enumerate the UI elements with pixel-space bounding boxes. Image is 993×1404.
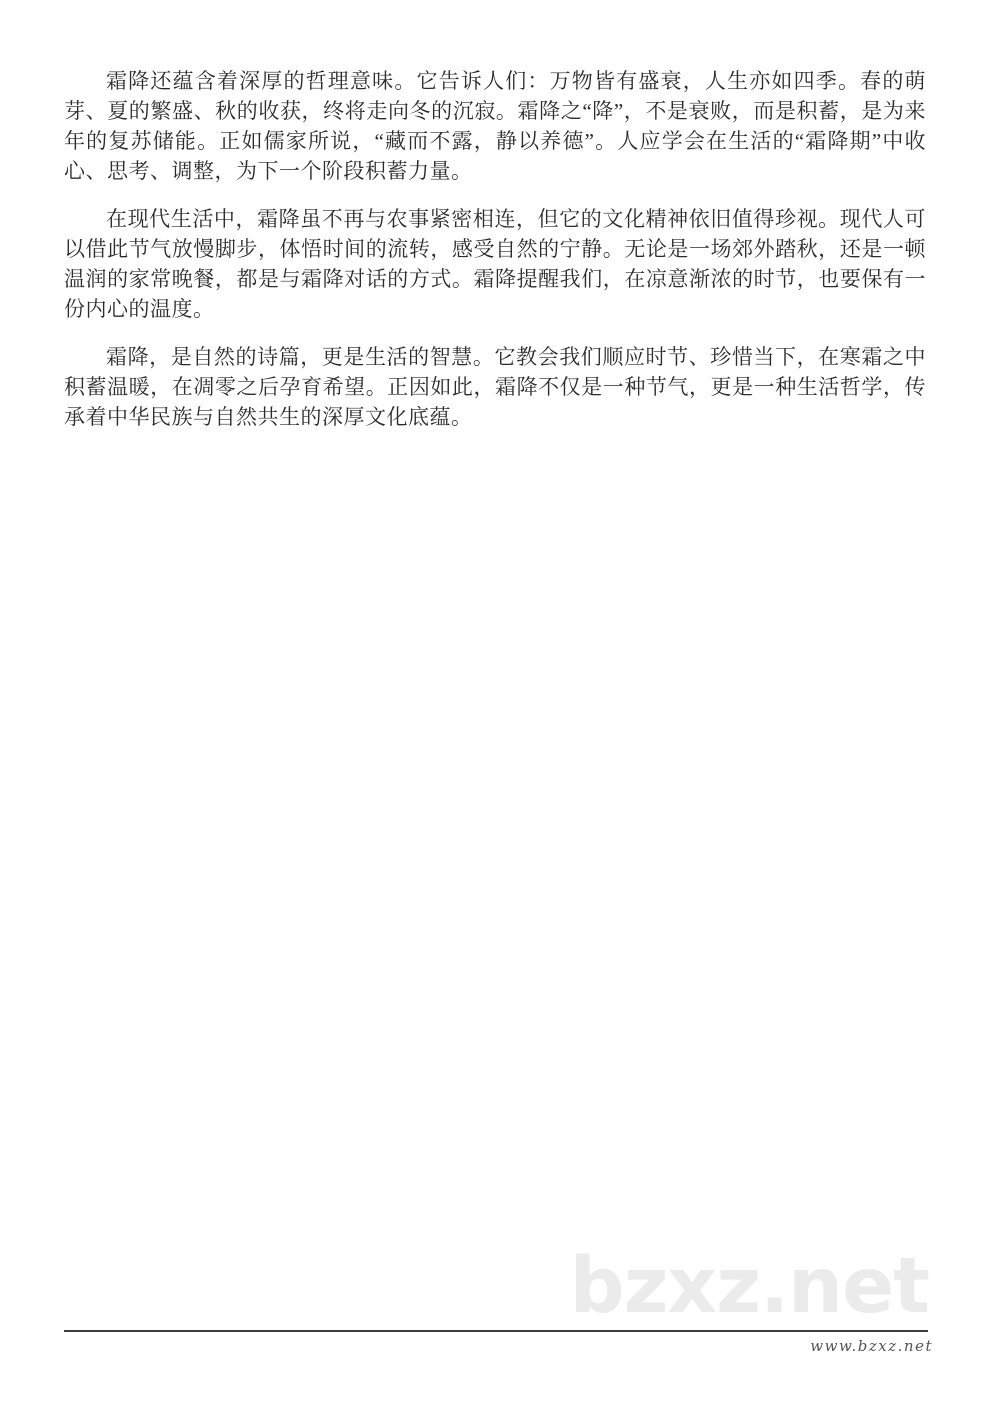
footer-divider (64, 1330, 928, 1332)
paragraph: 在现代生活中，霜降虽不再与农事紧密相连，但它的文化精神依旧值得珍视。现代人可以借此节气放慢脚步，体悟时间的流转，感受自然的宁静。无论是一场郊外踏秋，还是一顿温润的家常晚餐，都是与霜降对话的方式。霜降提醒我们，在凉意渐浓的时节，也要保有一份内心的温度。 (64, 207, 926, 321)
document-body (64, 66, 926, 450)
paragraph: 霜降还蕴含着深厚的哲理意味。它告诉人们：万物皆有盛衰，人生亦如四季。春的萌芽、夏的繁盛、秋的收获，终将走向冬的沉寂。霜降之“降”，不是衰败，而是积蓄，是为来年的复苏储能。正如儒家所说，“藏而不露，静以养德”。人应学会在生活的“霜降期”中收心、思考、调整，为下一个阶段积蓄力量。 (64, 69, 926, 183)
footer-site-url: www.bzxz.net (810, 1337, 933, 1355)
site-watermark: bzxz.net (569, 1242, 929, 1331)
paragraph: 霜降，是自然的诗篇，更是生活的智慧。它教会我们顺应时节、珍惜当下，在寒霜之中积蓄温暖，在凋零之后孕育希望。正因如此，霜降不仅是一种节气，更是一种生活哲学，传承着中华民族与自然共生的深厚文化底蕴。 (64, 345, 926, 429)
